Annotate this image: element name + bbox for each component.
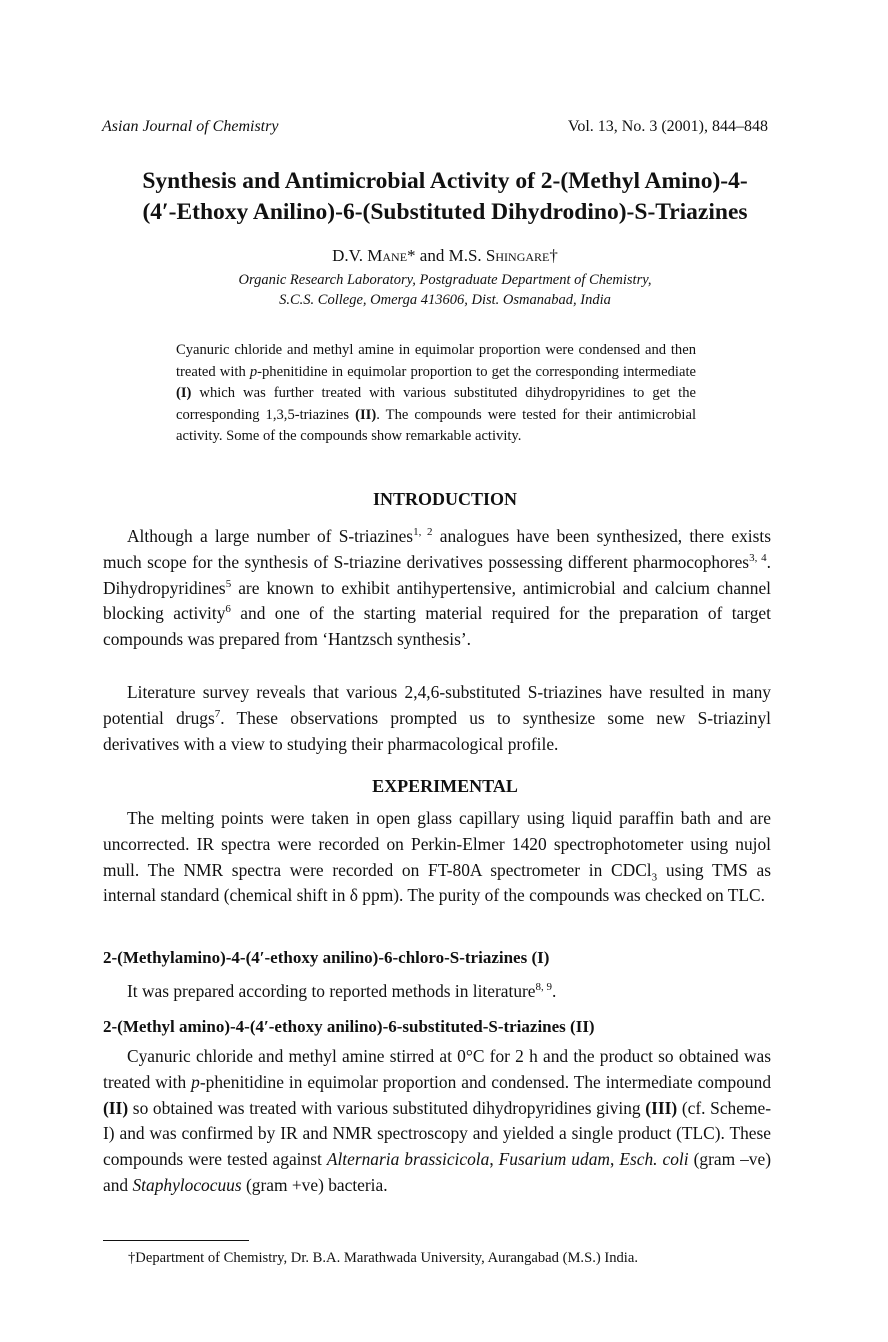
- introduction-paragraph-2: Literature survey reveals that various 2,4,6-substituted S-triazines have resulted in many potential drugs$^7$. These observations prompted us to synthesize some new S-triazinyl derivatives with a view to studying their pharmacological profile.: [103, 682, 771, 754]
- author-1-surname: Mane: [367, 246, 408, 265]
- introduction-heading: INTRODUCTION: [372, 489, 518, 509]
- affiliation-line-1: Organic Research Laboratory, Postgraduate Department of Chemistry,: [238, 272, 652, 288]
- abstract: Cyanuric chloride and methyl amine in equimolar proportion were condensed and then treated with p-phenitidine in equimolar proportion to get the corresponding intermediate (I) which was further treated with various substituted dihydropyridines to get the corresponding 1,3,5-triazines (II). The compounds were tested for their antimicrobial activity. Some of the compounds show remarkable activity.: [176, 342, 696, 445]
- running-head: [102, 118, 768, 136]
- experimental-heading: EXPERIMENTAL: [372, 776, 518, 796]
- author-1-mark: *: [407, 246, 416, 265]
- author-1-initials: D.V.: [332, 246, 368, 265]
- introduction-paragraph-1: Although a large number of S-triazines$^{1, 2}$ analogues have been synthesized, there exists much scope for the synthesis of S-triazine derivatives possessing different pharmocophores$^{3, 4}$. Dihydropyridines$^5$ are known to exhibit antihypertensive, antimicrobial and calcium channel blocking activity$^6$ and one of the starting material required for the preparation of target compounds was prepared from ‘Hantzsch synthesis’.: [103, 526, 772, 650]
- affiliation-line-2: S.C.S. College, Omerga 413606, Dist. Osmanabad, India: [279, 292, 611, 308]
- title-line-2: (4′-Ethoxy Anilino)-6-(Substituted Dihydrodino)-S-Triazines: [142, 199, 748, 225]
- title-line-1: Synthesis and Antimicrobial Activity of 2-(Methyl Amino)-4-: [142, 168, 748, 194]
- journal-name: Asian Journal of Chemistry: [102, 118, 279, 135]
- author-2-mark: †: [549, 246, 558, 265]
- subsection-heading-1: 2-(Methylamino)-4-(4′-ethoxy anilino)-6-chloro-S-triazines (I): [103, 948, 550, 967]
- volume-citation: Vol. 13, No. 3 (2001), 844–848: [567, 118, 768, 135]
- author-conjunction: and: [415, 246, 449, 265]
- experimental-paragraph: The melting points were taken in open glass capillary using liquid paraffin bath and are uncorrected. IR spectra were recorded on Perkin-Elmer 1420 spectrophotometer using nujol mull. The NMR spectra were recorded on FT-80A spectrometer in CDCl$_3$ using TMS as internal standard (chemical shift in δ ppm). The purity of the compounds was checked on TLC.: [103, 808, 771, 906]
- subsection-heading-2: 2-(Methyl amino)-4-(4′-ethoxy anilino)-6-substituted-S-triazines (II): [103, 1017, 595, 1036]
- affiliation: [100, 270, 790, 310]
- author-2-surname: Shingare: [485, 246, 550, 265]
- author-list: [100, 246, 790, 266]
- subsection-paragraph-1: It was prepared according to reported methods in literature$^{8, 9}$.: [127, 981, 557, 1001]
- author-2-initials: M.S.: [448, 246, 486, 265]
- footnote: †Department of Chemistry, Dr. B.A. Marathwada University, Aurangabad (M.S.) India.: [128, 1250, 638, 1266]
- article-title: [100, 166, 790, 228]
- footnote-divider: [103, 1240, 249, 1241]
- subsection-paragraph-2: Cyanuric chloride and methyl amine stirred at 0°C for 2 h and the product so obtained was treated with p-phenitidine in equimolar proportion and condensed. The intermediate compound (II) so obtained was treated with various substituted dihydropyridines giving (III) (cf. Scheme-I) and was confirmed by IR and NMR spectroscopy and yielded a single product (TLC). These compounds were tested against Alternaria brassicicola, Fusarium udam, Esch. coli (gram –ve) and Staphylococuus (gram +ve) bacteria.: [103, 1046, 772, 1195]
